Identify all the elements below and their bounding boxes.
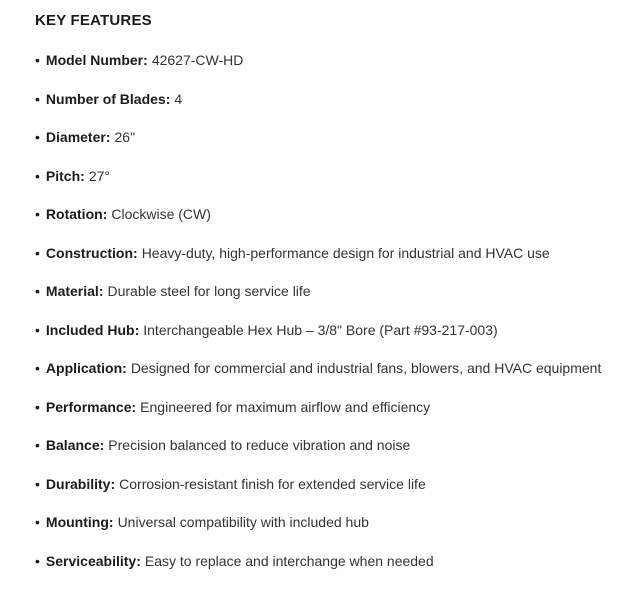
feature-item (35, 166, 617, 186)
feature-value: Corrosion-resistant finish for extended service life (119, 475, 426, 492)
feature-label-colon: : (98, 283, 104, 299)
feature-item (35, 89, 617, 109)
bullet-icon: • (35, 437, 40, 453)
feature-label: Number of Blades (45, 90, 166, 107)
feature-value: Durable steel for long service life (107, 283, 311, 299)
feature-item (35, 551, 617, 571)
feature-label: Construction (45, 244, 134, 261)
feature-item (35, 435, 617, 455)
feature-label: Application (45, 360, 123, 376)
feature-label: Mounting (45, 514, 109, 530)
feature-value: Easy to replace and interchange when needed (144, 552, 434, 569)
feature-value: Heavy-duty, high-performance design for industrial and HVAC use (141, 244, 550, 261)
feature-label-colon: : (105, 129, 111, 145)
feature-label-colon: : (143, 52, 148, 68)
feature-label: Material (45, 283, 99, 299)
feature-label: Pitch (45, 167, 81, 184)
feature-label-colon: : (134, 321, 140, 338)
bullet-icon: • (35, 52, 40, 68)
feature-item (35, 127, 617, 147)
feature-label-colon: : (165, 90, 171, 107)
bullet-icon: • (35, 514, 40, 530)
bullet-icon: • (35, 360, 40, 376)
feature-item (35, 512, 617, 532)
feature-value: Precision balanced to reduce vibration and noise (108, 437, 411, 453)
feature-label: Rotation (45, 206, 103, 222)
feature-item (35, 397, 617, 417)
feature-value: Designed for commercial and industrial fans, blowers, and HVAC equipment (130, 360, 602, 376)
bullet-icon: • (35, 167, 40, 184)
feature-value: 42627-CW-HD (151, 52, 244, 68)
feature-value: 26" (114, 129, 136, 145)
bullet-icon: • (35, 90, 40, 107)
feature-label-colon: : (80, 167, 85, 184)
feature-value: Clockwise (CW) (111, 206, 211, 222)
feature-label-colon: : (99, 437, 105, 453)
feature-item (35, 204, 617, 224)
feature-value: 4 (174, 90, 183, 107)
feature-item (35, 358, 617, 378)
feature-label-colon: : (102, 206, 108, 222)
feature-label-colon: : (122, 360, 127, 376)
feature-item (35, 320, 617, 340)
bullet-icon: • (35, 206, 40, 222)
features-list (35, 50, 617, 571)
feature-item (35, 50, 617, 70)
feature-label: Diameter (45, 129, 106, 145)
feature-label-colon: : (108, 514, 114, 530)
feature-label: Included Hub (45, 321, 135, 338)
feature-label-colon: : (133, 244, 138, 261)
bullet-icon: • (35, 321, 40, 338)
feature-label: Balance (45, 437, 100, 453)
feature-item (35, 243, 617, 263)
feature-label-colon: : (131, 398, 137, 415)
feature-label: Serviceability (45, 552, 137, 569)
feature-item (35, 474, 617, 494)
bullet-icon: • (35, 129, 40, 145)
feature-label-colon: : (110, 475, 116, 492)
bullet-icon: • (35, 552, 40, 569)
bullet-icon: • (35, 283, 40, 299)
feature-label: Durability (45, 475, 111, 492)
feature-label-colon: : (136, 552, 141, 569)
feature-value: Engineered for maximum airflow and efficiency (140, 398, 431, 415)
feature-label: Performance (45, 398, 132, 415)
feature-value: Interchangeable Hex Hub – 3/8" Bore (Part #93-217-003) (143, 321, 498, 338)
feature-value: Universal compatibility with included hub (117, 514, 369, 530)
feature-value: 27° (88, 167, 110, 184)
section-title: KEY FEATURES (35, 12, 152, 29)
feature-item (35, 281, 617, 301)
feature-label: Model Number (45, 52, 144, 68)
bullet-icon: • (35, 244, 40, 261)
bullet-icon: • (35, 475, 40, 492)
bullet-icon: • (35, 398, 40, 415)
